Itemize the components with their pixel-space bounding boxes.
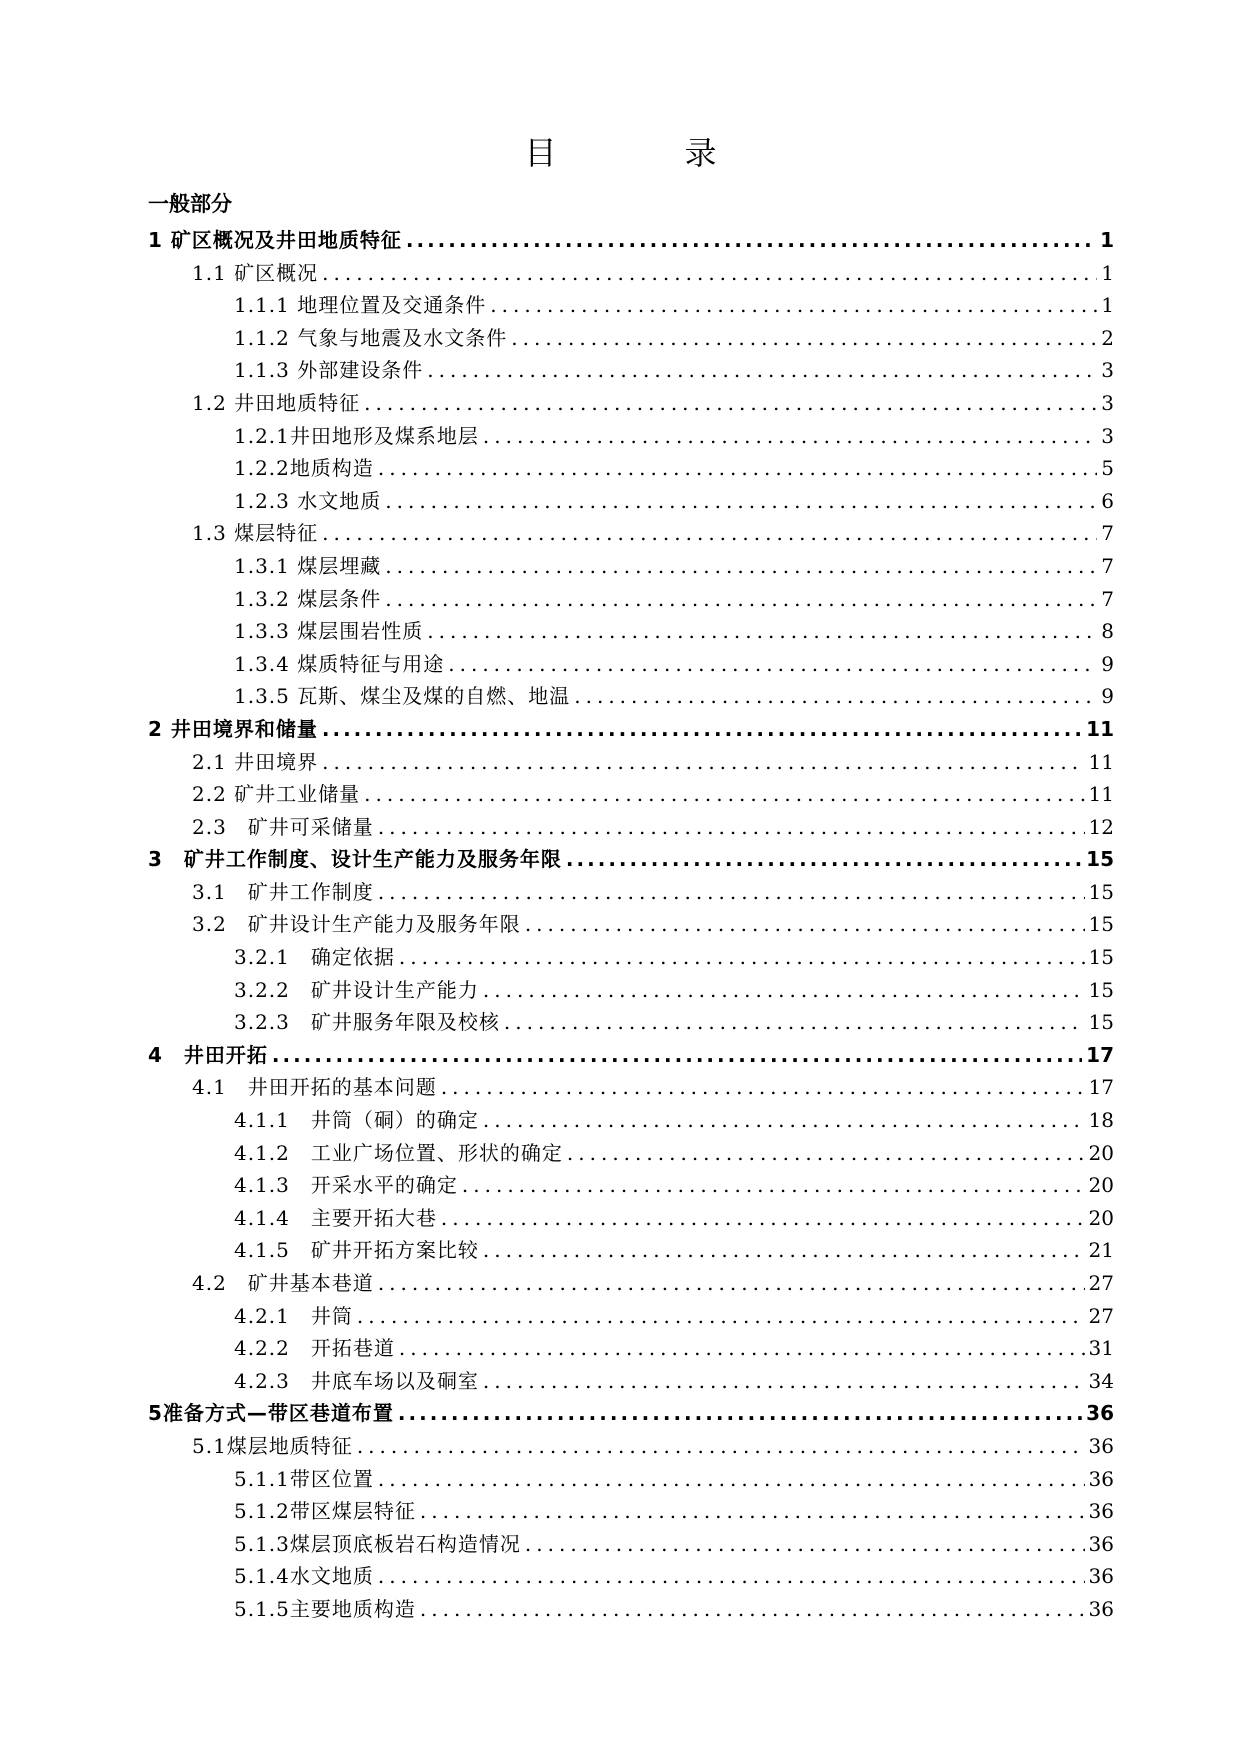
- toc-entry-page-number: 1: [1100, 228, 1114, 252]
- toc-entry-label: 2 井田境界和储量: [148, 716, 318, 741]
- toc-entry-page-number: 21: [1088, 1238, 1114, 1263]
- dot-leader: [357, 1430, 1085, 1463]
- toc-entry[interactable]: [148, 778, 1114, 811]
- toc-entry-page-number: 2: [1101, 325, 1114, 350]
- dot-leader: [272, 1039, 1082, 1072]
- toc-entry-label: 4.2.3 井底车场以及硐室: [234, 1368, 479, 1393]
- toc-entry-label: 4.1.2 工业广场位置、形状的确定: [234, 1140, 563, 1165]
- toc-entry-label: 1.2.1井田地形及煤系地层: [234, 423, 479, 448]
- toc-entry[interactable]: [148, 908, 1114, 941]
- section-label: 一般部分: [148, 192, 232, 216]
- dot-leader: [420, 1593, 1085, 1626]
- toc-entry[interactable]: [148, 876, 1114, 909]
- toc-entry-page-number: 36: [1088, 1466, 1114, 1491]
- dot-leader: [574, 680, 1097, 713]
- toc-entry-page-number: 11: [1086, 716, 1114, 741]
- toc-entry-label: 5.1.4水文地质: [234, 1564, 374, 1589]
- toc-entry[interactable]: [148, 1397, 1114, 1430]
- toc-entry[interactable]: [148, 811, 1114, 844]
- toc-entry-label: 5.1.1带区位置: [234, 1466, 374, 1491]
- toc-entry-page-number: 15: [1088, 977, 1114, 1002]
- toc-entry-label: 1.2.2地质构造: [234, 456, 374, 481]
- dot-leader: [398, 1397, 1082, 1430]
- dot-leader: [483, 974, 1085, 1007]
- toc-entry[interactable]: [148, 224, 1114, 257]
- dot-leader: [399, 1332, 1085, 1365]
- toc-entry-page-number: 11: [1088, 749, 1114, 774]
- toc-entry-label: 3 矿井工作制度、设计生产能力及服务年限: [148, 847, 562, 872]
- toc-entry-label: 2.3 矿井可采储量: [192, 814, 374, 839]
- dot-leader: [511, 322, 1097, 355]
- dot-leader: [385, 550, 1097, 583]
- table-of-contents: [148, 224, 1114, 1626]
- dot-leader: [420, 1495, 1085, 1528]
- toc-entry-label: 4.2.1 井筒: [234, 1303, 353, 1328]
- toc-entry-label: 3.1 矿井工作制度: [192, 879, 374, 904]
- dot-leader: [399, 941, 1085, 974]
- toc-entry-label: 4 井田开拓: [148, 1042, 268, 1067]
- toc-entry-page-number: 15: [1088, 1010, 1114, 1035]
- toc-entry-page-number: 1: [1101, 260, 1114, 285]
- toc-entry-label: 4.1.1 井筒（硐）的确定: [234, 1108, 479, 1133]
- toc-entry-page-number: 6: [1101, 488, 1114, 513]
- toc-entry-label: 1.1.3 外部建设条件: [234, 358, 424, 383]
- dot-leader: [566, 843, 1082, 876]
- toc-entry-page-number: 27: [1088, 1271, 1114, 1295]
- toc-entry-page-number: 9: [1101, 651, 1114, 676]
- toc-entry-label: 1.3 煤层特征: [192, 521, 319, 546]
- toc-entry-page-number: 31: [1088, 1336, 1114, 1361]
- toc-entry[interactable]: [148, 1430, 1114, 1463]
- toc-entry-page-number: 3: [1101, 358, 1114, 383]
- toc-entry[interactable]: [148, 550, 1114, 583]
- toc-entry[interactable]: [148, 1039, 1114, 1072]
- dot-leader: [483, 1365, 1085, 1398]
- toc-entry-label: 5.1煤层地质特征: [192, 1433, 353, 1458]
- toc-entry-label: 1.3.5 瓦斯、煤尘及煤的自燃、地温: [234, 684, 571, 709]
- toc-entry-label: 5准备方式—带区巷道布置: [148, 1401, 394, 1426]
- toc-entry-label: 3.2.2 矿井设计生产能力: [234, 977, 479, 1002]
- toc-entry-label: 1.1.2 气象与地震及水文条件: [234, 325, 508, 350]
- dot-leader: [378, 811, 1085, 844]
- toc-entry[interactable]: [148, 583, 1114, 616]
- toc-entry[interactable]: [148, 289, 1114, 322]
- toc-entry[interactable]: [148, 1104, 1114, 1137]
- dot-leader: [378, 1560, 1085, 1593]
- toc-entry-label: 1.1 矿区概况: [192, 260, 319, 285]
- toc-entry-page-number: 8: [1101, 619, 1114, 644]
- toc-entry[interactable]: [148, 1593, 1114, 1626]
- dot-leader: [378, 452, 1097, 485]
- toc-entry[interactable]: [148, 974, 1114, 1007]
- toc-entry-page-number: 11: [1088, 782, 1114, 807]
- toc-entry-label: 1.2.3 水文地质: [234, 488, 382, 513]
- toc-entry-page-number: 1: [1101, 293, 1114, 318]
- toc-entry[interactable]: [148, 941, 1114, 974]
- toc-entry[interactable]: [148, 648, 1114, 681]
- dot-leader: [504, 1006, 1085, 1039]
- toc-entry[interactable]: [148, 1495, 1114, 1528]
- dot-leader: [525, 908, 1085, 941]
- dot-leader: [427, 354, 1097, 387]
- dot-leader: [406, 224, 1096, 257]
- dot-leader: [322, 713, 1082, 746]
- dot-leader: [378, 1463, 1085, 1496]
- dot-leader: [483, 1104, 1085, 1137]
- toc-entry-page-number: 17: [1086, 1042, 1114, 1067]
- toc-entry[interactable]: [148, 420, 1114, 453]
- toc-entry[interactable]: [148, 1267, 1114, 1300]
- toc-entry-page-number: 7: [1101, 521, 1114, 546]
- toc-entry-page-number: 36: [1088, 1596, 1114, 1621]
- page-title: 目 录: [524, 134, 765, 172]
- toc-entry[interactable]: [148, 1463, 1114, 1496]
- toc-entry[interactable]: [148, 517, 1114, 550]
- dot-leader: [322, 257, 1097, 290]
- toc-entry-page-number: 3: [1101, 423, 1114, 448]
- toc-entry[interactable]: [148, 1560, 1114, 1593]
- toc-entry-label: 4.1.3 开采水平的确定: [234, 1173, 458, 1198]
- toc-entry-page-number: 15: [1088, 912, 1114, 937]
- toc-entry[interactable]: [148, 713, 1114, 746]
- toc-entry-label: 1.3.2 煤层条件: [234, 586, 382, 611]
- toc-entry-page-number: 34: [1088, 1368, 1114, 1393]
- toc-entry-page-number: 12: [1088, 814, 1114, 839]
- toc-entry-page-number: 20: [1088, 1173, 1114, 1198]
- toc-entry[interactable]: [148, 1365, 1114, 1398]
- toc-entry-page-number: 36: [1088, 1531, 1114, 1556]
- toc-entry-page-number: 5: [1101, 456, 1114, 481]
- toc-entry[interactable]: [148, 387, 1114, 420]
- toc-entry-label: 1.3.3 煤层围岩性质: [234, 619, 424, 644]
- toc-entry-label: 5.1.3煤层顶底板岩石构造情况: [234, 1531, 521, 1556]
- toc-entry-label: 5.1.2带区煤层特征: [234, 1499, 416, 1524]
- toc-entry-label: 1 矿区概况及井田地质特征: [148, 228, 402, 252]
- toc-entry[interactable]: [148, 257, 1114, 290]
- toc-entry-page-number: 15: [1088, 945, 1114, 970]
- dot-leader: [462, 1169, 1085, 1202]
- toc-entry-page-number: 36: [1088, 1499, 1114, 1524]
- toc-entry-label: 5.1.5主要地质构造: [234, 1596, 416, 1621]
- dot-leader: [525, 1528, 1085, 1561]
- toc-entry-page-number: 36: [1086, 1401, 1114, 1426]
- dot-leader: [427, 615, 1097, 648]
- toc-entry-page-number: 20: [1088, 1205, 1114, 1230]
- toc-entry-label: 4.1 井田开拓的基本问题: [192, 1075, 437, 1100]
- toc-entry-page-number: 18: [1088, 1108, 1114, 1133]
- dot-leader: [441, 1071, 1085, 1104]
- toc-entry-label: 1.1.1 地理位置及交通条件: [234, 293, 487, 318]
- dot-leader: [364, 778, 1084, 811]
- toc-entry[interactable]: [148, 1234, 1114, 1267]
- toc-entry[interactable]: [148, 1137, 1114, 1170]
- toc-entry[interactable]: [148, 1006, 1114, 1039]
- dot-leader: [385, 583, 1097, 616]
- toc-entry[interactable]: [148, 680, 1114, 713]
- toc-entry[interactable]: [148, 485, 1114, 518]
- toc-entry-label: 4.2 矿井基本巷道: [192, 1271, 374, 1295]
- toc-entry[interactable]: [148, 1300, 1114, 1333]
- toc-entry-page-number: 7: [1101, 586, 1114, 611]
- toc-entry[interactable]: [148, 1202, 1114, 1235]
- toc-entry-label: 3.2.3 矿井服务年限及校核: [234, 1010, 500, 1035]
- toc-entry[interactable]: [148, 322, 1114, 355]
- toc-entry[interactable]: [148, 452, 1114, 485]
- dot-leader: [567, 1137, 1085, 1170]
- toc-entry-page-number: 9: [1101, 684, 1114, 709]
- dot-leader: [483, 420, 1097, 453]
- toc-entry-page-number: 3: [1101, 390, 1114, 415]
- dot-leader: [378, 876, 1085, 909]
- dot-leader: [441, 1202, 1085, 1235]
- dot-leader: [385, 485, 1097, 518]
- toc-entry-label: 4.1.4 主要开拓大巷: [234, 1205, 437, 1230]
- toc-entry-label: 1.2 井田地质特征: [192, 390, 361, 415]
- toc-entry[interactable]: [148, 615, 1114, 648]
- toc-entry-page-number: 15: [1086, 847, 1114, 872]
- toc-entry-label: 4.1.5 矿井开拓方案比较: [234, 1238, 479, 1263]
- toc-entry-page-number: 20: [1088, 1140, 1114, 1165]
- toc-entry-label: 2.1 井田境界: [192, 749, 319, 774]
- dot-leader: [357, 1300, 1085, 1333]
- dot-leader: [378, 1267, 1085, 1300]
- dot-leader: [448, 648, 1097, 681]
- toc-entry-label: 1.3.1 煤层埋藏: [234, 553, 382, 578]
- toc-entry-label: 1.3.4 煤质特征与用途: [234, 651, 445, 676]
- dot-leader: [364, 387, 1097, 420]
- toc-entry-label: 2.2 矿井工业储量: [192, 782, 361, 807]
- toc-entry-label: 3.2 矿井设计生产能力及服务年限: [192, 912, 521, 937]
- toc-entry[interactable]: [148, 1071, 1114, 1104]
- toc-entry-page-number: 36: [1088, 1433, 1114, 1458]
- toc-entry[interactable]: [148, 1332, 1114, 1365]
- toc-entry[interactable]: [148, 1528, 1114, 1561]
- toc-entry-page-number: 7: [1101, 553, 1114, 578]
- toc-entry[interactable]: [148, 746, 1114, 779]
- toc-entry-label: 4.2.2 开拓巷道: [234, 1336, 395, 1361]
- toc-entry[interactable]: [148, 354, 1114, 387]
- toc-entry-page-number: 15: [1088, 879, 1114, 904]
- dot-leader: [322, 746, 1084, 779]
- toc-entry-label: 3.2.1 确定依据: [234, 945, 395, 970]
- toc-entry-page-number: 27: [1088, 1303, 1114, 1328]
- toc-entry[interactable]: [148, 1169, 1114, 1202]
- toc-entry-page-number: 17: [1088, 1075, 1114, 1100]
- dot-leader: [322, 517, 1097, 550]
- toc-entry[interactable]: [148, 843, 1114, 876]
- dot-leader: [490, 289, 1097, 322]
- toc-entry-page-number: 36: [1088, 1564, 1114, 1589]
- dot-leader: [483, 1234, 1085, 1267]
